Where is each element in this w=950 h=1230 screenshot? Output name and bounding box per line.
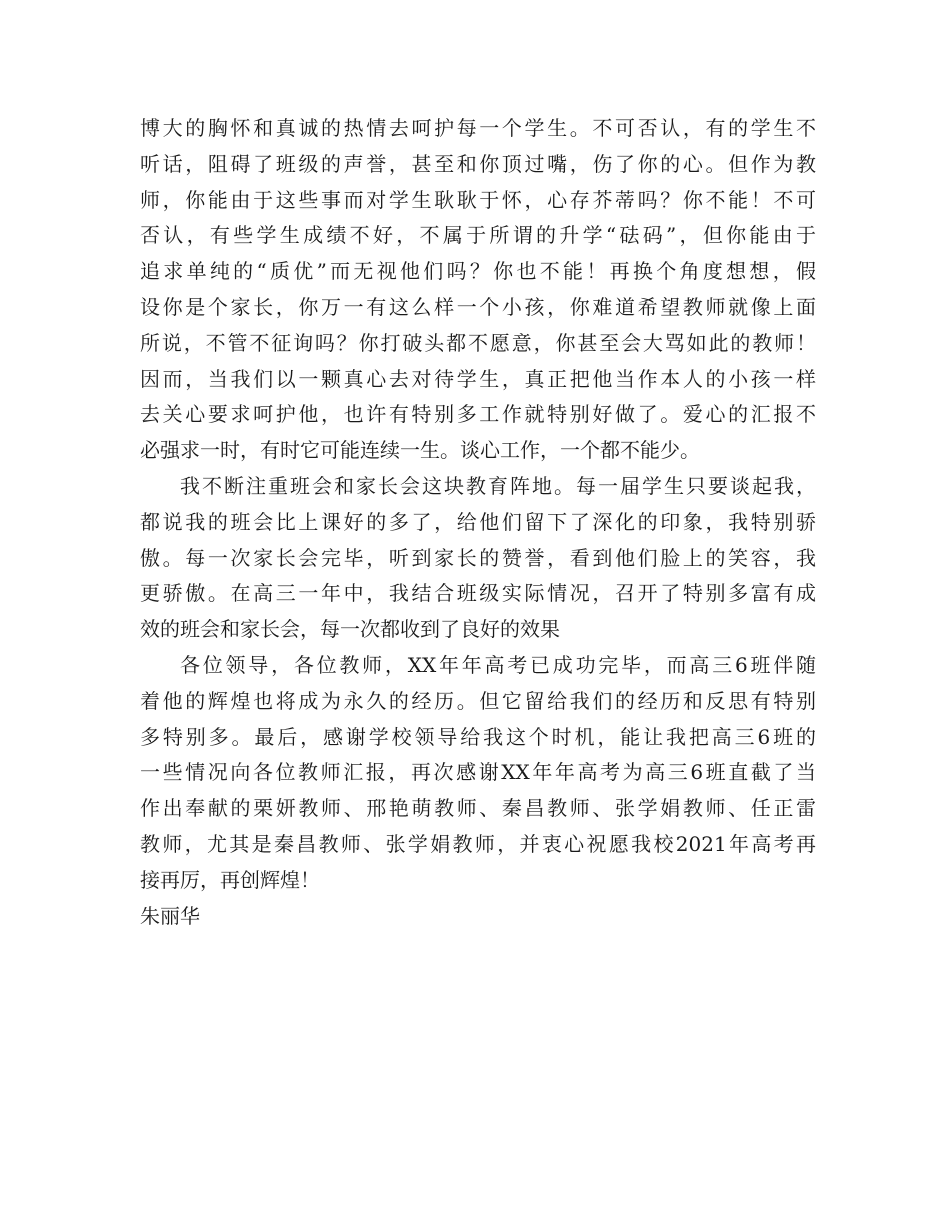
- paragraph-line: 接再厉，再创辉煌！: [140, 867, 320, 892]
- author-signature: 朱丽华: [140, 903, 200, 928]
- document-page: [140, 111, 816, 934]
- paragraph-line: 我不断注重班会和家长会这块教育阵地。每一届学生只要谈起我，: [180, 473, 816, 498]
- paragraph-line: 必强求一时，有时它可能连续一生。谈心工作，一个都不能少。: [140, 438, 700, 463]
- paragraph-line: 否认，有些学生成绩不好，不属于所谓的升学“砝码”，但你能由于: [140, 223, 816, 248]
- paragraph-line: 博大的胸怀和真诚的热情去呵护每一个学生。不可否认，有的学生不: [140, 116, 816, 140]
- paragraph-line: 设你是个家长，你万一有这么样一个小孩，你难道希望教师就像上面: [140, 294, 816, 319]
- paragraph-line: 都说我的班会比上课好的多了，给他们留下了深化的印象，我特别骄: [140, 509, 816, 534]
- paragraph-line: 因而，当我们以一颗真心去对待学生，真正把他当作本人的小孩一样: [140, 366, 816, 391]
- paragraph-line: 傲。每一次家长会完毕，听到家长的赞誉，看到他们脸上的笑容，我: [140, 545, 816, 570]
- paragraph-line: 听话，阻碍了班级的声誉，甚至和你顶过嘴，伤了你的心。但作为教: [140, 151, 816, 176]
- paragraph-1: [140, 111, 816, 469]
- paragraph-line: 去关心要求呵护他，也许有特别多工作就特别好做了。爱心的汇报不: [140, 402, 816, 427]
- paragraph-line: 教师，尤其是秦昌教师、张学娟教师，并衷心祝愿我校2021年高考再: [140, 831, 816, 856]
- paragraph-line: 师，你能由于这些事而对学生耿耿于怀，心存芥蒂吗？你不能！不可: [140, 187, 816, 212]
- paragraph-line: 各位领导，各位教师，XX年年高考已成功完毕，而高三6班伴随: [180, 652, 816, 677]
- paragraph-line: 所说，不管不征询吗？你打破头都不愿意，你甚至会大骂如此的教师！: [140, 330, 816, 355]
- paragraph-line: 多特别多。最后，感谢学校领导给我这个时机，能让我把高三6班的: [140, 724, 816, 749]
- paragraph-line: 追求单纯的“质优”而无视他们吗？你也不能！再换个角度想想，假: [140, 259, 816, 284]
- paragraph-line: 一些情况向各位教师汇报，再次感谢XX年年高考为高三6班直截了当: [140, 760, 816, 785]
- paragraph-line: 更骄傲。在高三一年中，我结合班级实际情况，召开了特别多富有成: [140, 581, 816, 606]
- paragraph-line: 效的班会和家长会，每一次都收到了良好的效果: [140, 617, 560, 642]
- paragraph-2: [140, 469, 816, 648]
- paragraph-line: 着他的辉煌也将成为永久的经历。但它留给我们的经历和反思有特别: [140, 688, 816, 713]
- paragraph-line: 作出奉献的栗妍教师、邢艳萌教师、秦昌教师、张学娟教师、任正雷: [140, 796, 816, 821]
- paragraph-3: [140, 648, 816, 899]
